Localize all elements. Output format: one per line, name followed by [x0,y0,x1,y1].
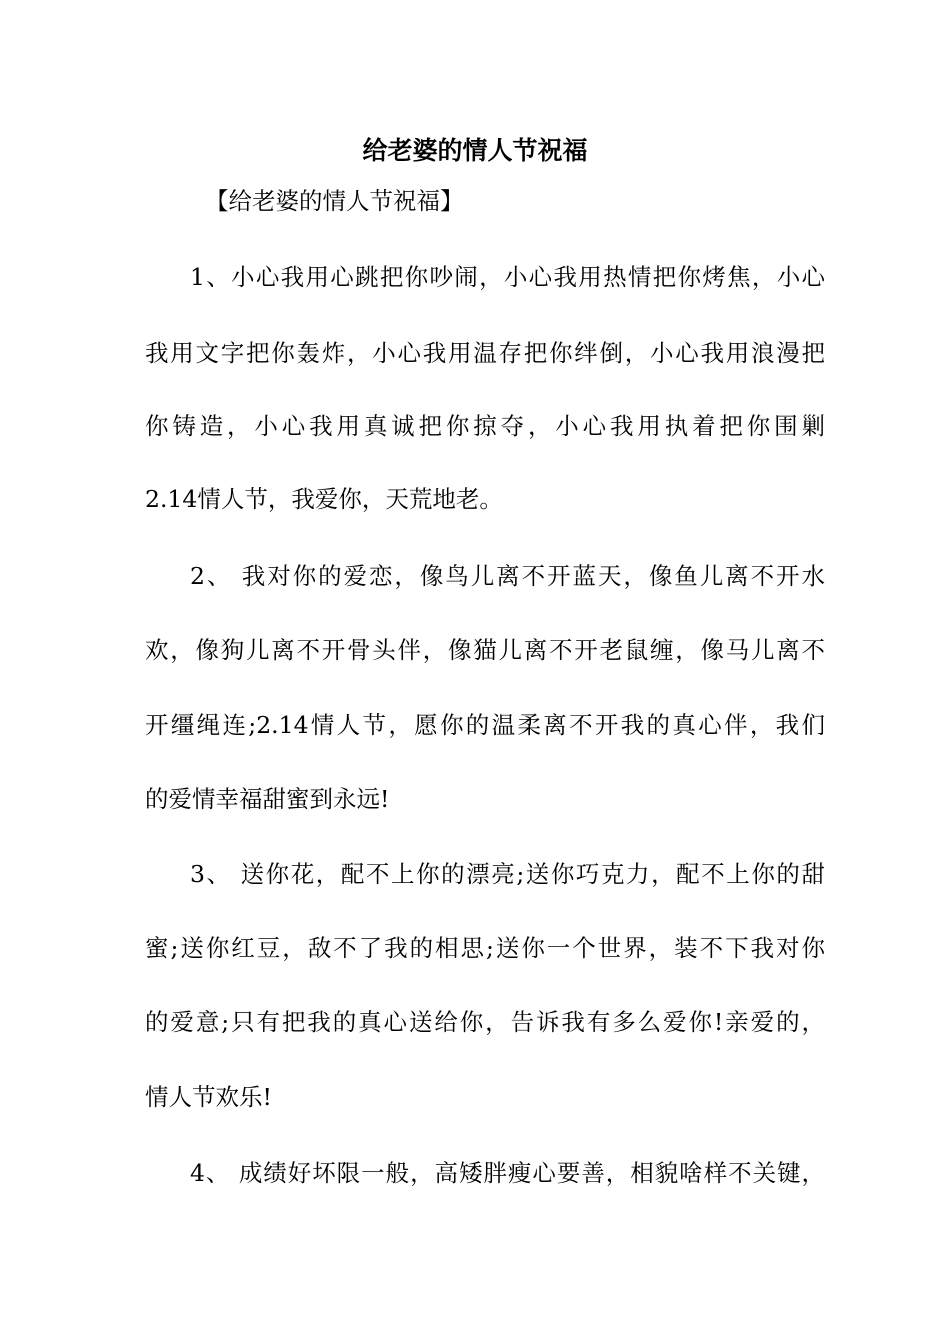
paragraph-line: 3、 送你花，配不上你的漂亮;送你巧克力，配不上你的甜 [190,860,825,888]
paragraph-line: 的爱情幸福甜蜜到永远! [145,785,390,813]
document-title: 给老婆的情人节祝福 [362,136,588,165]
paragraph-line: 1、小心我用心跳把你吵闹，小心我用热情把你烤焦，小心 [190,263,825,291]
paragraph-line: 欢，像狗儿离不开骨头伴，像猫儿离不开老鼠缠，像马儿离不 [145,636,825,664]
paragraph-line: 开缰绳连;2.14情人节，愿你的温柔离不开我的真心伴，我们 [145,711,825,739]
paragraph-line: 我用文字把你轰炸，小心我用温存把你绊倒，小心我用浪漫把 [145,339,825,367]
document-subtitle: 【给老婆的情人节祝福】 [205,187,464,215]
paragraph-line: 蜜;送你红豆，敌不了我的相思;送你一个世界，装不下我对你 [145,934,825,962]
paragraph-line: 的爱意;只有把我的真心送给你，告诉我有多么爱你!亲爱的， [145,1008,825,1036]
paragraph-line: 你铸造，小心我用真诚把你掠夺，小心我用执着把你围剿 [145,412,825,440]
paragraph-line: 2、 我对你的爱恋，像鸟儿离不开蓝天，像鱼儿离不开水 [190,562,825,590]
paragraph-line: 4、 成绩好坏限一般，高矮胖瘦心要善，相貌啥样不关键， [190,1159,825,1187]
paragraph-line: 2.14情人节，我爱你，天荒地老。 [145,485,503,513]
paragraph-line: 情人节欢乐! [145,1083,272,1111]
